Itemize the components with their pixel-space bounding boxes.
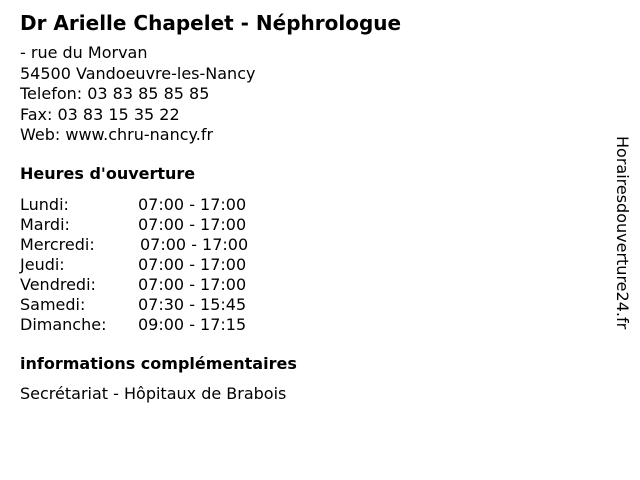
day-label: Lundi:	[20, 195, 69, 214]
time-range: 07:00 - 17:00	[140, 235, 249, 254]
time-range: 09:00 - 17:15	[138, 315, 247, 334]
info-heading: informations complémentaires	[20, 354, 297, 373]
day-label: Mardi:	[20, 215, 70, 234]
phone-number: Telefon: 03 83 85 85 85	[20, 84, 210, 103]
time-range: 07:00 - 17:00	[138, 195, 247, 214]
website: Web: www.chru-nancy.fr	[20, 125, 214, 144]
hours-heading: Heures d'ouverture	[20, 164, 196, 183]
time-range: 07:00 - 17:00	[138, 255, 247, 274]
day-label: Mercredi:	[20, 235, 95, 254]
page-title: Dr Arielle Chapelet - Néphrologue	[20, 11, 402, 35]
fax-number: Fax: 03 83 15 35 22	[20, 104, 180, 124]
address-block	[20, 43, 255, 146]
time-range: 07:00 - 17:00	[138, 215, 247, 234]
day-label: Jeudi:	[20, 255, 65, 274]
address-street: - rue du Morvan	[20, 43, 148, 62]
time-range: 07:30 - 15:45	[138, 295, 247, 314]
time-range: 07:00 - 17:00	[138, 275, 247, 294]
site-watermark: Horairesdouverture24.fr	[613, 136, 632, 330]
day-label: Samedi:	[20, 295, 86, 314]
day-label: Vendredi:	[20, 275, 96, 294]
day-label: Dimanche:	[20, 315, 107, 334]
address-city: 54500 Vandoeuvre-les-Nancy	[20, 63, 256, 83]
info-text: Secrétariat - Hôpitaux de Brabois	[20, 384, 287, 403]
